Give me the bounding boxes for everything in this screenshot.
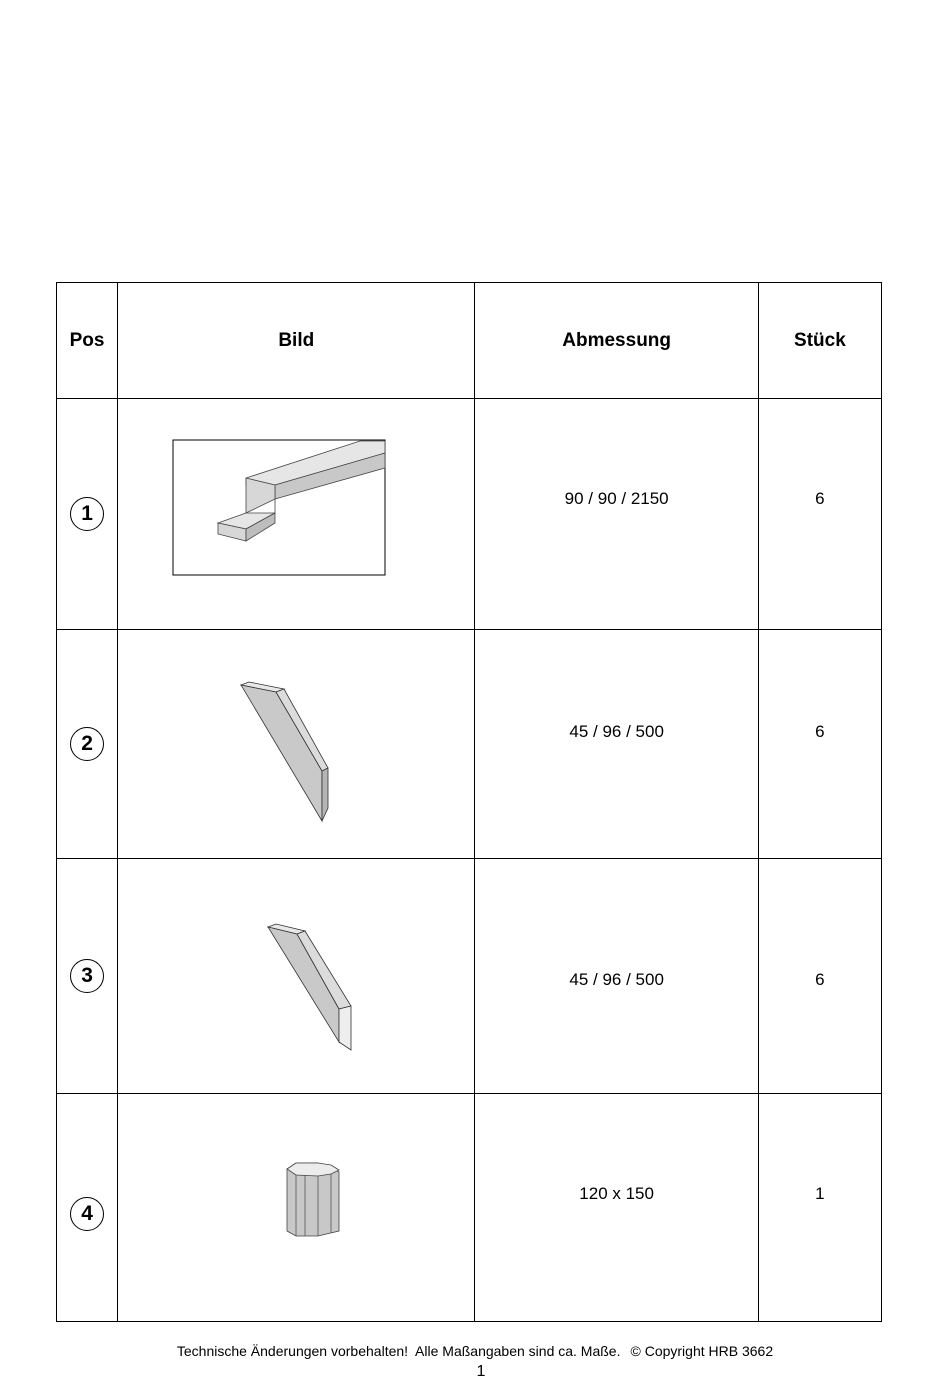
picture-cell	[118, 1094, 475, 1322]
stueck-value: 6	[815, 970, 825, 989]
parts-table	[56, 282, 882, 1322]
stueck-cell	[758, 859, 881, 1094]
footer-copyright: © Copyright HRB 3662	[630, 1343, 774, 1359]
abmessung-cell	[475, 859, 758, 1094]
header-abmessung: Abmessung	[475, 283, 758, 399]
pos-cell	[57, 399, 118, 630]
notched-post-illustration	[118, 399, 475, 629]
stueck-cell	[758, 1094, 881, 1322]
pos-number-3: 3	[70, 959, 104, 993]
stueck-value: 6	[815, 489, 825, 508]
picture-cell	[118, 859, 475, 1094]
header-pos: Pos	[57, 283, 118, 399]
table-row	[57, 1094, 882, 1322]
header-stueck: Stück	[758, 283, 881, 399]
page-number: 1	[476, 1363, 486, 1380]
pos-number-1: 1	[70, 497, 104, 531]
angled-brace-illustration	[118, 859, 475, 1093]
picture-cell	[118, 399, 475, 630]
table-row	[57, 859, 882, 1094]
abmessung-cell	[475, 1094, 758, 1322]
stueck-value: 1	[815, 1184, 825, 1203]
table-row	[57, 630, 882, 859]
pos-number-4: 4	[70, 1197, 104, 1231]
pos-cell	[57, 1094, 118, 1322]
abmessung-value: 45 / 96 / 500	[569, 970, 664, 989]
footer-note	[0, 1343, 950, 1359]
stueck-cell	[758, 399, 881, 630]
picture-cell	[118, 630, 475, 859]
abmessung-cell	[475, 630, 758, 859]
abmessung-value: 120 x 150	[579, 1184, 654, 1203]
stueck-cell	[758, 630, 881, 859]
abmessung-value: 45 / 96 / 500	[569, 722, 664, 741]
header-bild: Bild	[118, 283, 475, 399]
pos-cell	[57, 630, 118, 859]
octagonal-block-illustration	[118, 1094, 475, 1321]
abmessung-value: 90 / 90 / 2150	[564, 489, 669, 508]
stueck-value: 6	[815, 722, 825, 741]
footer-notice: Technische Änderungen vorbehalten! Alle Maßangaben sind ca. Maße.	[176, 1343, 621, 1359]
table-row	[57, 399, 882, 630]
header-row	[57, 283, 882, 399]
angled-brace-illustration	[118, 630, 475, 858]
abmessung-cell	[475, 399, 758, 630]
pos-number-2: 2	[70, 727, 104, 761]
pos-cell	[57, 859, 118, 1094]
